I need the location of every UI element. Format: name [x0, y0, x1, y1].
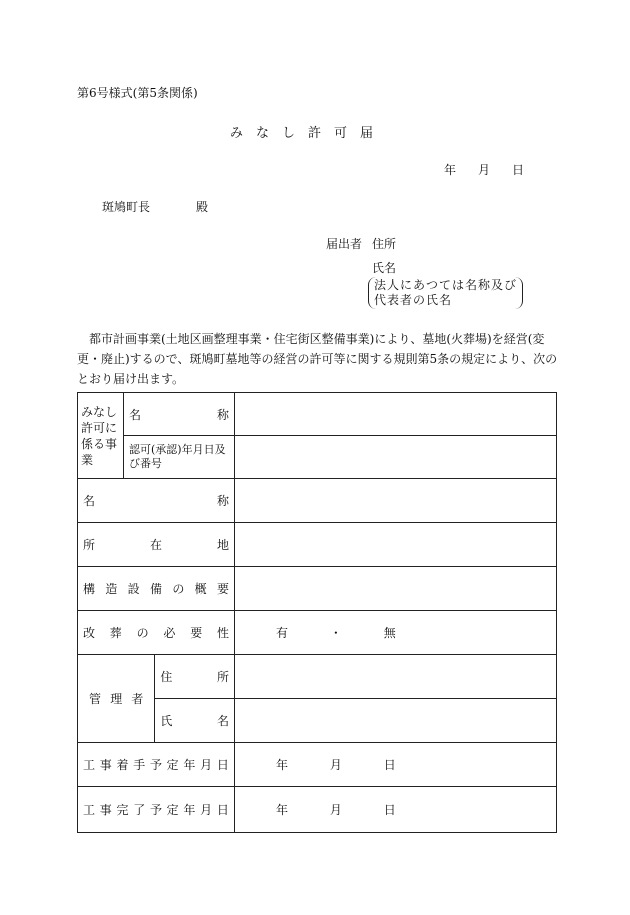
addressee-honorific: 殿 [196, 200, 209, 214]
group-business-label: みなし許可に係る事業 [78, 393, 124, 479]
document-title: みなし許可届 [230, 126, 387, 141]
reburial-yes[interactable]: 有 [276, 626, 289, 640]
business-name-char2: 称 [216, 407, 229, 422]
date-line [444, 161, 524, 178]
end-date-field[interactable] [235, 787, 557, 833]
manager-address-label: 住 所 [155, 655, 235, 699]
date-day: 日 [512, 163, 525, 177]
form-number: 第6号様式(第5条関係) [77, 86, 198, 100]
end-month: 月 [329, 803, 342, 817]
manager-label: 管 理 者 [78, 655, 155, 743]
business-name-label [124, 393, 235, 436]
reburial-field[interactable] [235, 611, 557, 655]
notifier-address-label: 住所 [372, 237, 397, 251]
start-day: 日 [383, 758, 396, 772]
corporation-note [368, 277, 523, 309]
reburial-separator: ・ [329, 626, 342, 640]
location-field[interactable] [235, 523, 557, 567]
manager-address-field[interactable] [235, 655, 557, 699]
start-year: 年 [276, 758, 289, 772]
start-date-label: 工 事 着 手 予 定 年 月 日 [78, 743, 235, 787]
end-day: 日 [383, 803, 396, 817]
notifier-name-label: 氏名 [372, 261, 397, 275]
structure-label: 構 造 設 備 の 概 要 [78, 567, 235, 611]
end-year: 年 [276, 803, 289, 817]
manager-name-field[interactable] [235, 699, 557, 743]
reburial-no[interactable]: 無 [383, 626, 396, 640]
structure-field[interactable] [235, 567, 557, 611]
addressee [102, 198, 208, 215]
end-date-label: 工 事 完 了 予 定 年 月 日 [78, 787, 235, 833]
business-name-field[interactable] [235, 393, 557, 436]
body-text: 都市計画事業(土地区画整理事業・住宅街区整備事業)により、墓地(火葬場)を経営(変更・廃止)するので、斑鳩町墓地等の経営の許可等に関する規則第5条の規定により、次のとおり届け出ます。 [77, 332, 558, 386]
notifier-address-line [326, 235, 396, 252]
date-year: 年 [444, 163, 457, 177]
name-label: 名 称 [78, 479, 235, 523]
business-name-char1: 名 [129, 407, 142, 422]
start-month: 月 [329, 758, 342, 772]
manager-name-label: 氏 名 [155, 699, 235, 743]
corporation-note-line2: 代表者の氏名 [374, 293, 453, 307]
name-field[interactable] [235, 479, 557, 523]
notifier-label: 届出者 [326, 237, 363, 251]
location-label: 所 在 地 [78, 523, 235, 567]
date-month: 月 [478, 163, 491, 177]
notification-table [77, 392, 557, 833]
approval-label: 認可(承認)年月日及び番号 [124, 436, 235, 479]
corporation-note-line1: 法人にあつては名称及び [374, 278, 518, 292]
start-date-field[interactable] [235, 743, 557, 787]
approval-field[interactable] [235, 436, 557, 479]
addressee-name: 斑鳩町長 [102, 200, 151, 214]
reburial-label: 改 葬 の 必 要 性 [78, 611, 235, 655]
